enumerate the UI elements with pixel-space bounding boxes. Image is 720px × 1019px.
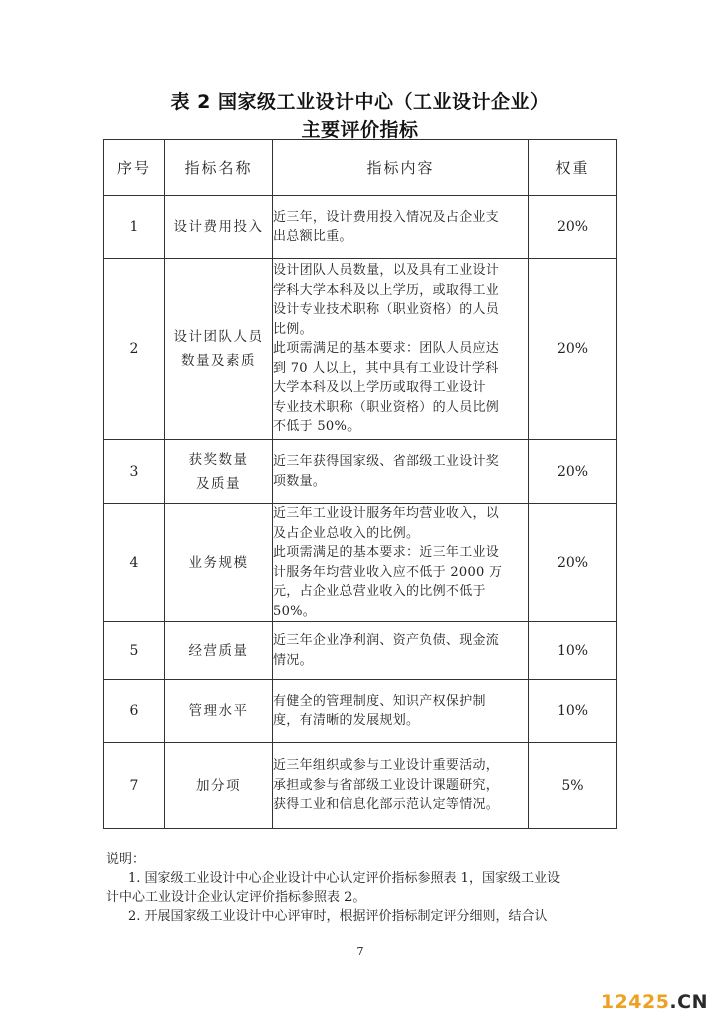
indicator-name [165,259,273,440]
indicator-content-line: 及占企业总收入的比例。 [273,525,420,541]
indicator-content-line: 50%。 [273,603,317,619]
note-2-line-1: 2. 开展国家级工业设计中心评审时，根据评价指标制定评分细则，结合认 [128,909,548,924]
indicator-content-line: 情况。 [273,652,313,668]
indicator-content-line: 度，有清晰的发展规划。 [273,713,420,728]
indicator-content-line: 获得工业和信息化部示范认定等情况。 [273,797,500,813]
indicator-content-line: 设计专业技术职称（职业资格）的人员 [273,302,500,318]
indicator-content-line: 出总额比重。 [273,229,353,244]
indicator-content-line: 不低于 50%。 [273,419,361,435]
indicator-weight: 20% [529,504,617,622]
table-row [104,440,617,504]
indicator-name-line: 经营质量 [188,642,249,659]
indicator-name-line: 及质量 [196,475,241,492]
header-num: 序号 [104,140,165,196]
table-row [104,504,617,622]
header-weight: 权重 [529,140,617,196]
indicator-name [165,680,273,743]
indicator-name-line: 获奖数量 [188,451,249,468]
note-1-line-1: 1. 国家级工业设计中心企业设计中心认定评价指标参照表 1，国家级工业设 [128,871,560,886]
table-header-row [104,140,617,196]
indicator-content-line: 承担或参与省部级工业设计课题研究， [273,777,500,793]
indicator-content-line: 项数量。 [273,473,327,489]
indicators-table [103,139,617,829]
indicator-name-line: 设计费用投入 [173,219,264,235]
table-row [104,743,617,829]
table-title: 表 2 国家级工业设计中心（工业设计企业） [170,91,550,113]
indicator-weight: 20% [529,196,617,259]
indicator-content-line: 专业技术职称（职业资格）的人员比例 [273,399,500,415]
indicator-content [273,743,529,829]
indicator-content-line: 计服务年均营业收入应不低于 2000 万 [273,564,503,580]
watermark-logo [601,991,708,1013]
notes-label: 说明： [106,852,146,867]
table-row [104,196,617,259]
indicator-content-line: 近三年组织或参与工业设计重要活动， [273,758,500,774]
table-row [104,622,617,680]
indicator-name-line: 管理水平 [188,703,249,719]
indicator-weight: 10% [529,680,617,743]
row-number: 3 [104,440,165,504]
indicator-content [273,196,529,259]
indicator-name-line: 设计团队人员 [173,329,264,345]
indicator-content-line: 元，占企业总营业收入的比例不低于 [273,584,486,599]
indicator-content-line: 学科大学本科及以上学历，或取得工业 [273,282,500,298]
table-subtitle: 主要评价指标 [301,119,419,141]
indicator-content-line: 近三年工业设计服务年均营业收入，以 [273,506,500,521]
row-number: 7 [104,743,165,829]
indicator-name [165,743,273,829]
header-name: 指标名称 [165,140,273,196]
page-number: 7 [356,945,364,958]
indicator-name [165,196,273,259]
indicator-weight: 20% [529,440,617,504]
indicator-weight: 20% [529,259,617,440]
row-number: 6 [104,680,165,743]
watermark-digits: 12425 [600,991,670,1013]
table-row [104,259,617,440]
header-content: 指标内容 [273,140,529,196]
indicator-name [165,622,273,680]
indicator-name [165,440,273,504]
indicator-name-line: 加分项 [196,777,241,794]
row-number: 2 [104,259,165,440]
indicator-content-line: 比例。 [273,321,313,337]
indicator-content [273,622,529,680]
indicator-content [273,440,529,504]
indicator-content-line: 到 70 人以上，其中具有工业设计学科 [273,360,499,376]
indicator-content-line: 有健全的管理制度、知识产权保护制 [273,693,486,709]
indicator-name-line: 数量及素质 [181,353,256,369]
row-number: 5 [104,622,165,680]
indicator-content-line: 大学本科及以上学历或取得工业设计 [273,380,486,396]
table-body [104,196,617,829]
row-number: 1 [104,196,165,259]
indicator-content-line: 此项需满足的基本要求：近三年工业设 [273,545,500,560]
indicator-weight: 5% [529,743,617,829]
indicator-content-line: 设计团队人员数量，以及具有工业设计 [273,263,500,279]
note-1-line-2: 计中心工业设计企业认定评价指标参照表 2。 [106,890,366,905]
row-number: 4 [104,504,165,622]
indicator-weight: 10% [529,622,617,680]
indicator-content-line: 近三年企业净利润、资产负债、现金流 [273,633,500,648]
indicator-content [273,259,529,440]
indicator-content-line: 近三年获得国家级、省部级工业设计奖 [273,454,500,469]
indicator-content [273,680,529,743]
indicator-content-line: 近三年，设计费用投入情况及占企业支 [273,209,500,225]
indicator-name [165,504,273,622]
notes [106,850,616,926]
indicator-content [273,504,529,622]
table-row [104,680,617,743]
indicator-content-line: 此项需满足的基本要求：团队人员应达 [273,341,500,357]
watermark-tld: .CN [669,991,708,1013]
indicator-name-line: 业务规模 [188,554,249,571]
